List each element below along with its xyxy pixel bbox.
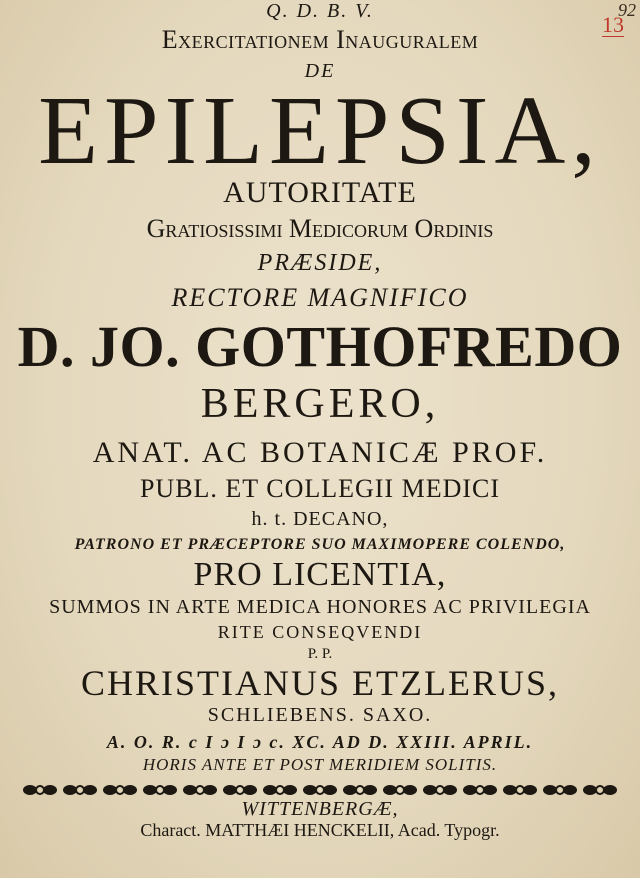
imprint-city: WITTENBERGÆ, <box>241 798 399 820</box>
line-decano: h. t. DECANO, <box>251 508 389 530</box>
author-origin: SCHLIEBENS. SAXO. <box>207 704 433 726</box>
ornament-piece <box>583 785 617 795</box>
heading-exercitationem: Exercitationem Inauguralem <box>161 25 479 54</box>
ornament-piece <box>183 785 217 795</box>
line-summos: SUMMOS IN ARTE MEDICA HONORES AC PRIVILEGIA <box>49 596 591 618</box>
line-autoritate: AUTORITATE <box>223 176 417 209</box>
line-pro-licentia: PRO LICENTIA, <box>193 556 447 593</box>
shelf-number: 13 <box>602 12 624 37</box>
praeses-name: D. JO. GOTHOFREDO <box>17 314 623 379</box>
motto: Q. D. B. V. <box>266 0 374 22</box>
ornament-piece <box>143 785 177 795</box>
ornament-piece <box>343 785 377 795</box>
ornament-piece <box>23 785 57 795</box>
author-name: CHRISTIANUS ETZLERUS, <box>80 663 559 703</box>
ornament-piece <box>63 785 97 795</box>
line-pp: P. P. <box>307 646 333 662</box>
ornament-piece <box>263 785 297 795</box>
line-anat: ANAT. AC BOTANICÆ PROF. <box>92 436 548 469</box>
line-patrono: PATRONO ET PRÆCEPTORE SUO MAXIMOPERE COLENDO, <box>74 536 566 553</box>
line-rite: RITE CONSEQVENDI <box>217 622 423 642</box>
ornament-piece <box>503 785 537 795</box>
praeses-surname: BERGERO, <box>200 381 440 427</box>
main-title: EPILEPSIA, <box>38 77 602 185</box>
line-praeside: PRÆSIDE, <box>257 250 383 276</box>
line-publ: PUBL. ET COLLEGII MEDICI <box>139 474 501 503</box>
ornament-piece <box>423 785 457 795</box>
imprint-printer: Charact. MATTHÆI HENCKELII, Acad. Typogr. <box>140 820 500 840</box>
hours-line: HORIS ANTE ET POST MERIDIEM SOLITIS. <box>142 755 498 774</box>
line-rectore: RECTORE MAGNIFICO <box>171 283 469 312</box>
ornament-piece <box>303 785 337 795</box>
ornament-piece <box>383 785 417 795</box>
handwritten-note: 92 <box>618 0 636 20</box>
date-line: A. O. R. c I ɔ I ɔ c. XC. AD D. XXIII. APRIL. <box>106 732 534 752</box>
line-gratiosissimi: Gratiosissimi Medicorum Ordinis <box>146 214 494 243</box>
ornament-piece <box>223 785 257 795</box>
heading-de: DE <box>304 60 336 82</box>
ornament-piece <box>543 785 577 795</box>
ornament-piece <box>463 785 497 795</box>
ornament-piece <box>103 785 137 795</box>
